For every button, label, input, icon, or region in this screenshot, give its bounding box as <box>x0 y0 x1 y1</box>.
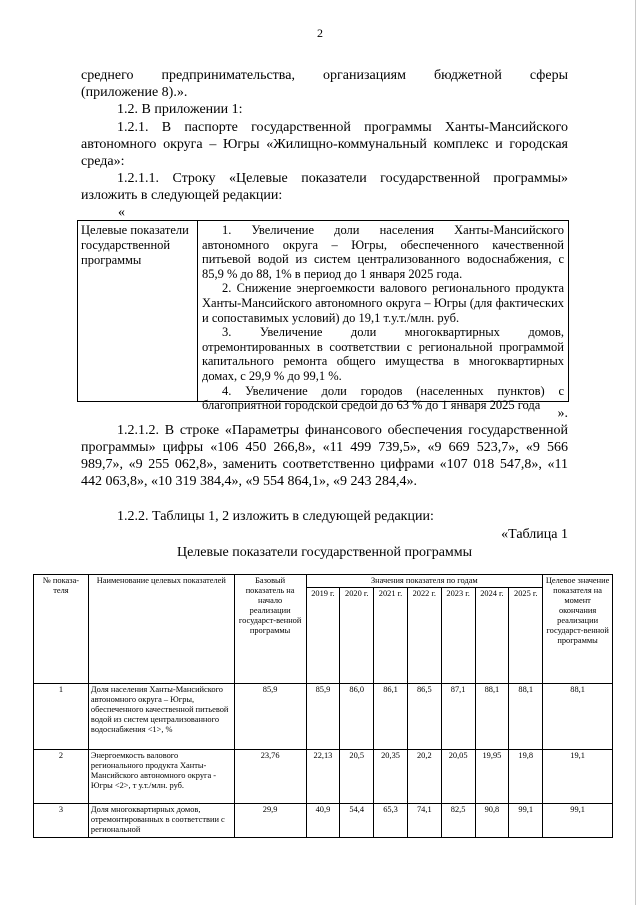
row-name: Доля многоквартирных домов, отремонтированных в соответствии с региональной <box>88 804 234 838</box>
header-year: 2022 г. <box>407 588 441 684</box>
row-target: 88,1 <box>543 684 613 750</box>
row-value: 86,1 <box>374 684 408 750</box>
header-year: 2019 г. <box>306 588 340 684</box>
row-base: 29,9 <box>234 804 306 838</box>
row-name: Энергоемкость валового регионального продукта Ханты-Мансийского автономного округа - Югры <2>, т у.т./млн. руб. <box>88 750 234 804</box>
paragraph-1-2-2: 1.2.2. Таблицы 1, 2 изложить в следующей редакции: <box>117 509 434 524</box>
scan-edge-line <box>635 0 636 905</box>
header-year: 2021 г. <box>374 588 408 684</box>
row-value: 20,05 <box>441 750 475 804</box>
row-value: 87,1 <box>441 684 475 750</box>
row-num: 2 <box>34 750 89 804</box>
paragraph-1-2-1-2: 1.2.1.2. В строке «Параметры финансового обеспечения государственной программы» цифры «106 450 266,8», «11 499 739,5», «9 669 523,7», «9 566 989,7», «9 255 062,8», заменить соответственно цифрами «107 018 547,8», «11 442 063,8», «10 319 384,4», «9 554 864,1», «9 243 284,4». <box>81 423 568 489</box>
passport-item-4: 4. Увеличение доли городов (населенных пунктов) с <box>222 383 564 398</box>
row-base: 23,76 <box>234 750 306 804</box>
row-value: 20,35 <box>374 750 408 804</box>
header-year: 2024 г. <box>475 588 509 684</box>
row-target: 99,1 <box>543 804 613 838</box>
row-value: 20,5 <box>340 750 374 804</box>
passport-item-1: 1. Увеличение доли населения Ханты-Мансийского автономного округа – Югры, обеспеченного качественной питьевой водой из систем централизованного водоснабжения, с 85,9 % до 88, 1% в период до 1 января 2025 года. <box>202 223 564 281</box>
row-value: 85,9 <box>306 684 340 750</box>
header-years-group: Значения показателя по годам <box>306 575 543 588</box>
row-value: 82,5 <box>441 804 475 838</box>
paragraph-continuation: среднего предпринимательства, организациям бюджетной сферы <box>81 68 568 83</box>
row-value: 90,8 <box>475 804 509 838</box>
passport-row-content <box>198 221 568 413</box>
header-target: Целевое значение показателя на момент окончания реализации государст-венной программы <box>543 575 613 684</box>
row-value: 22,13 <box>306 750 340 804</box>
passport-row-label: Целевые показатели государственной программы <box>78 221 198 401</box>
header-year: 2025 г. <box>509 588 543 684</box>
row-value: 65,3 <box>374 804 408 838</box>
header-num: № показа-теля <box>34 575 89 684</box>
row-value: 20,2 <box>407 750 441 804</box>
row-base: 85,9 <box>234 684 306 750</box>
paragraph-continuation-end: (приложение 8).». <box>81 85 188 100</box>
row-value: 88,1 <box>475 684 509 750</box>
table-row <box>34 750 613 804</box>
header-name: Наименование целевых показателей <box>88 575 234 684</box>
row-value: 40,9 <box>306 804 340 838</box>
row-num: 1 <box>34 684 89 750</box>
row-value: 19,8 <box>509 750 543 804</box>
row-value: 86,0 <box>340 684 374 750</box>
table-row <box>34 804 613 838</box>
row-value: 99,1 <box>509 804 543 838</box>
paragraph-1-2-1-1: 1.2.1.1. Строку «Целевые показатели государственной программы» изложить в следующей редакции: <box>81 171 568 203</box>
close-quote: ». <box>557 406 568 421</box>
header-year: 2023 г. <box>441 588 475 684</box>
row-value: 54,4 <box>340 804 374 838</box>
row-target: 19,1 <box>543 750 613 804</box>
paragraph-1-2: 1.2. В приложении 1: <box>117 102 243 117</box>
table-header-row <box>34 575 613 588</box>
row-value: 86,5 <box>407 684 441 750</box>
paragraph-1-2-1: 1.2.1. В паспорте государственной программы Ханты-Мансийского автономного округа – Югры «Жилищно-коммунальный комплекс и городская среда»: <box>81 120 568 169</box>
header-base: Базовый показатель на начало реализации государст-венной программы <box>234 575 306 684</box>
table-title: Целевые показатели государственной программы <box>176 545 473 560</box>
passport-item-2: 2. Снижение энергоемкости валового регионального продукта Ханты-Мансийского автономного округа – Югры (для фактических и сопоставимых условий) до 19,1 т.у.т./млн. руб. <box>202 281 564 325</box>
table-caption: «Таблица 1 <box>501 527 568 542</box>
row-name: Доля населения Ханты-Мансийского автономного округа – Югры, обеспеченного качественной питьевой водой из систем централизованного водоснабжения <1>, % <box>88 684 234 750</box>
passport-row-box <box>77 220 569 413</box>
passport-item-4-cont: благоприятной городской средой до 63 % до 1 января 2025 года <box>202 398 541 413</box>
targets-table <box>33 574 613 838</box>
row-value: 74,1 <box>407 804 441 838</box>
row-num: 3 <box>34 804 89 838</box>
table-row <box>34 684 613 750</box>
page-number: 2 <box>317 26 323 40</box>
row-value: 88,1 <box>509 684 543 750</box>
row-value: 19,95 <box>475 750 509 804</box>
passport-item-3: 3. Увеличение доли многоквартирных домов, отремонтированных в соответствии с региональной программой капитального ремонта общего имущества в многоквартирных домах, с 29,9 % до 99,1 %. <box>202 325 564 383</box>
open-quote: « <box>118 205 125 220</box>
header-year: 2020 г. <box>340 588 374 684</box>
